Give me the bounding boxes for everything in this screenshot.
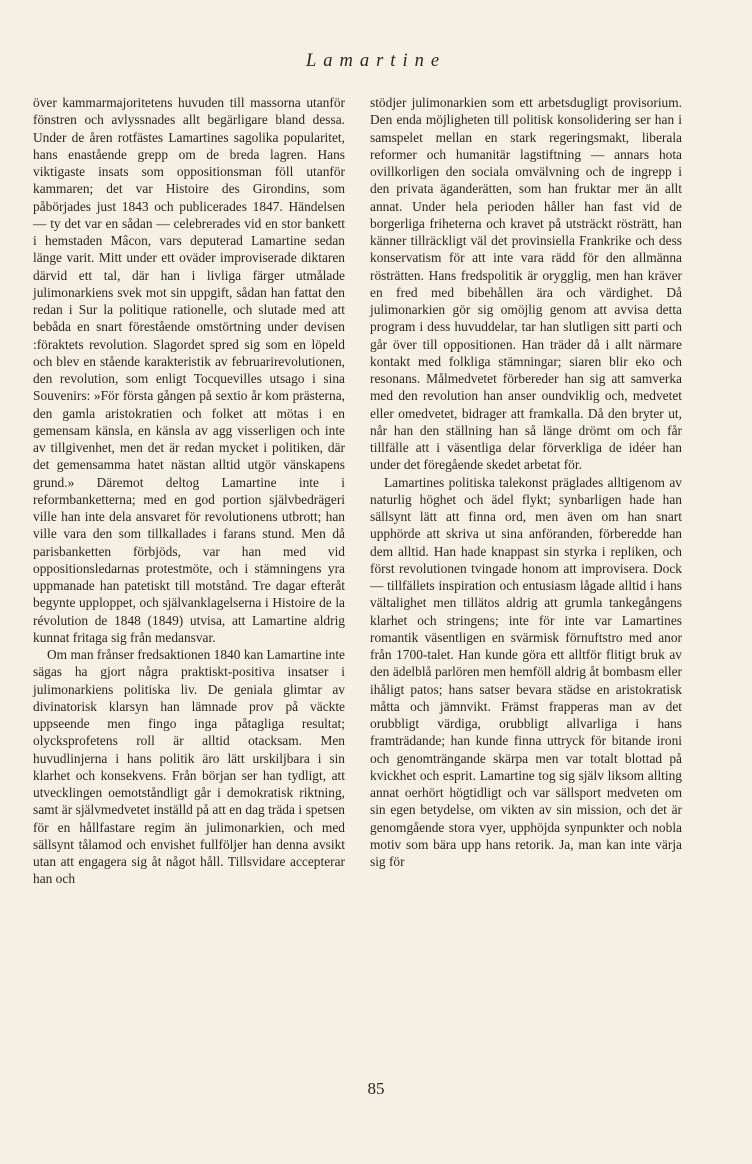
right-column [370, 94, 682, 870]
paragraph: Lamartines politiska talekonst präglades alltigenom av naturlig höghet och ädel flykt; synbarligen hade han sällsynt lätt att finna ord, men även om han snart upphörde att skriva ut sina anföranden, förberedde han dem alltid. Han hade knappast sin styrka i repliken, och först revolutionen tvingade honom att improvisera. Dock — tillfällets inspiration och entusiasm lågade alltid i hans vältalighet men tillätos aldrig att grumla tankegångens klarhet och stringens; inte för inte var Lamartines romantik väsentligen en svärmisk förnuftstro med anor från 1700-talet. Han kunde göra ett alltför flitigt bruk av den ädelblå parlören men hemföll aldrig åt bombasm eller ihåligt patos; hans satser bevara städse en aristokratisk måtta och jämnvikt. Främst frapperas man av det orubbligt värdiga, orubbligt allvarliga i hans framträdande; han kunde finna uttryck för bitande ironi och genomträngande skärpa men var totalt blottad på kvickhet och esprit. Lamartine tog sig själv liksom allting annat oerhört högtidligt och var sällsport medveten om sin egen betydelse, om vikten av sin mission, och det är genomgående stora vyer, upphöjda synpunkter och nobla motiv som bära upp hans retorik. Ja, man kan inte värja sig för [370, 474, 682, 869]
paragraph: stödjer julimonarkien som ett arbetsdugligt provisorium. Den enda möjligheten till politisk konsolidering ser han i samspelet mellan en stark regeringsmakt, liberala reformer och humanitär lagstiftning — annars hota ovillkorligen den sociala omvälvning och de ingrepp i den privata äganderätten, som han fruktar mer än allt annat. Under hela perioden håller han fast vid de borgerliga friheterna och kravet på utsträckt rösträtt, han känner tillräckligt väl det provinsiella Frankrike och dess konservatism för att inte vara rädd för den allmänna rösträtten. Hans fredspolitik är orygglig, men han kräver en fred med bibehållen ära och värdighet. Då julimonarkien gör sig omöjlig genom att avvisa detta program i dess huvuddelar, tar han slutligen sitt parti och går över till oppositionen. Han träder då i allt närmare kontakt med folkliga stämningar; siaren blir eko och resonans. Målmedvetet förbereder han sig att samverka med den revolution han anser oundviklig och, medvetet eller omedvetet, bidrager att framkalla. Då den bryter ut, når han den ställning han så länge drömt om och får tillfälle att i väsentliga delar förverkliga de idéer han under det föregående skedet arbetat för. [370, 95, 682, 473]
paragraph: Om man frånser fredsaktionen 1840 kan Lamartine inte sägas ha gjort några praktiskt-positiva insatser i julimonarkiens politiska liv. De geniala glimtar av divinatorisk klarsyn han lämnade prov på väckte uppseende men fingo inga påtagliga resultat; olycksprofetens roll är alltid otacksam. Men huvudlinjerna i hans politik äro lätt urskiljbara i sin klarhet och konsekvens. Från början ser han tydligt, att utvecklingen oemotståndligt går i demokratisk riktning, samt är självmedvetet inställd på att en dag träda i spetsen för en hållfastare regim än julimonarkien, och med sällsynt tålamod och envishet fullföljer han denna avsikt utan att engagera sig åt något håll. Tillsvidare accepterar han och [33, 647, 345, 887]
running-head: Lamartine [305, 51, 447, 71]
paragraph: över kammarmajoritetens huvuden till massorna utanför fönstren och avlyssnades allt begärligare bland dessa. Under de åren rotfästes Lamartines sagolika popularitet, hans enastående grepp om de breda lagren. Hans viktigaste insats som oppositionsman föll utanför kammaren; det var Histoire des Girondins, som påbörjades just 1843 och publicerades 1847. Händelsen — ty det var en sådan — celebrerades vid en stor bankett i hemstaden Mâcon, vars deputerad Lamartine sedan länge varit. Mitt under ett oväder improviserade diktaren därvid ett tal, där han i livliga färger utmålade julimonarkiens svek mot sin uppgift, sådan han fattat den redan i Sur la politique rationelle, och slutade med att bebåda en snart förestående omstörtning under devisen :föraktets revolution. Slagordet spred sig som en löpeld och blev en stående karakteristik av februarirevolutionen, den revolution, som enligt Tocquevilles utsago i sina Souvenirs: »För första gången på sextio år kom prästerna, den gamla aristokratien och folket att mötas i en gemensam känsla, en känsla av agg visserligen och inte av tillgivenhet, men det är redan mycket i politiken, där det gemensamma hatet nästan alltid utgör vänskapens grund.» Däremot deltog Lamartine inte i reformbanketterna; med en god portion självbedrägeri ville han inte dela ansvaret för revolutionens utbrott; han ville vara den som tillkallades i farans stund. Men då parisbanketten förbjöds, var han med vid oppositionsledarnas protestmöte, och i stämningens yra uppmanade han patetiskt till motstånd. Tre dagar efteråt begynte upploppet, och självanklagelserna i Histoire de la révolution de 1848 (1849) utvisa, att Lamartine aldrig kunnat fritaga sig från medansvar. [33, 95, 345, 645]
left-column [33, 94, 345, 888]
page-number: 85 [367, 1079, 385, 1098]
